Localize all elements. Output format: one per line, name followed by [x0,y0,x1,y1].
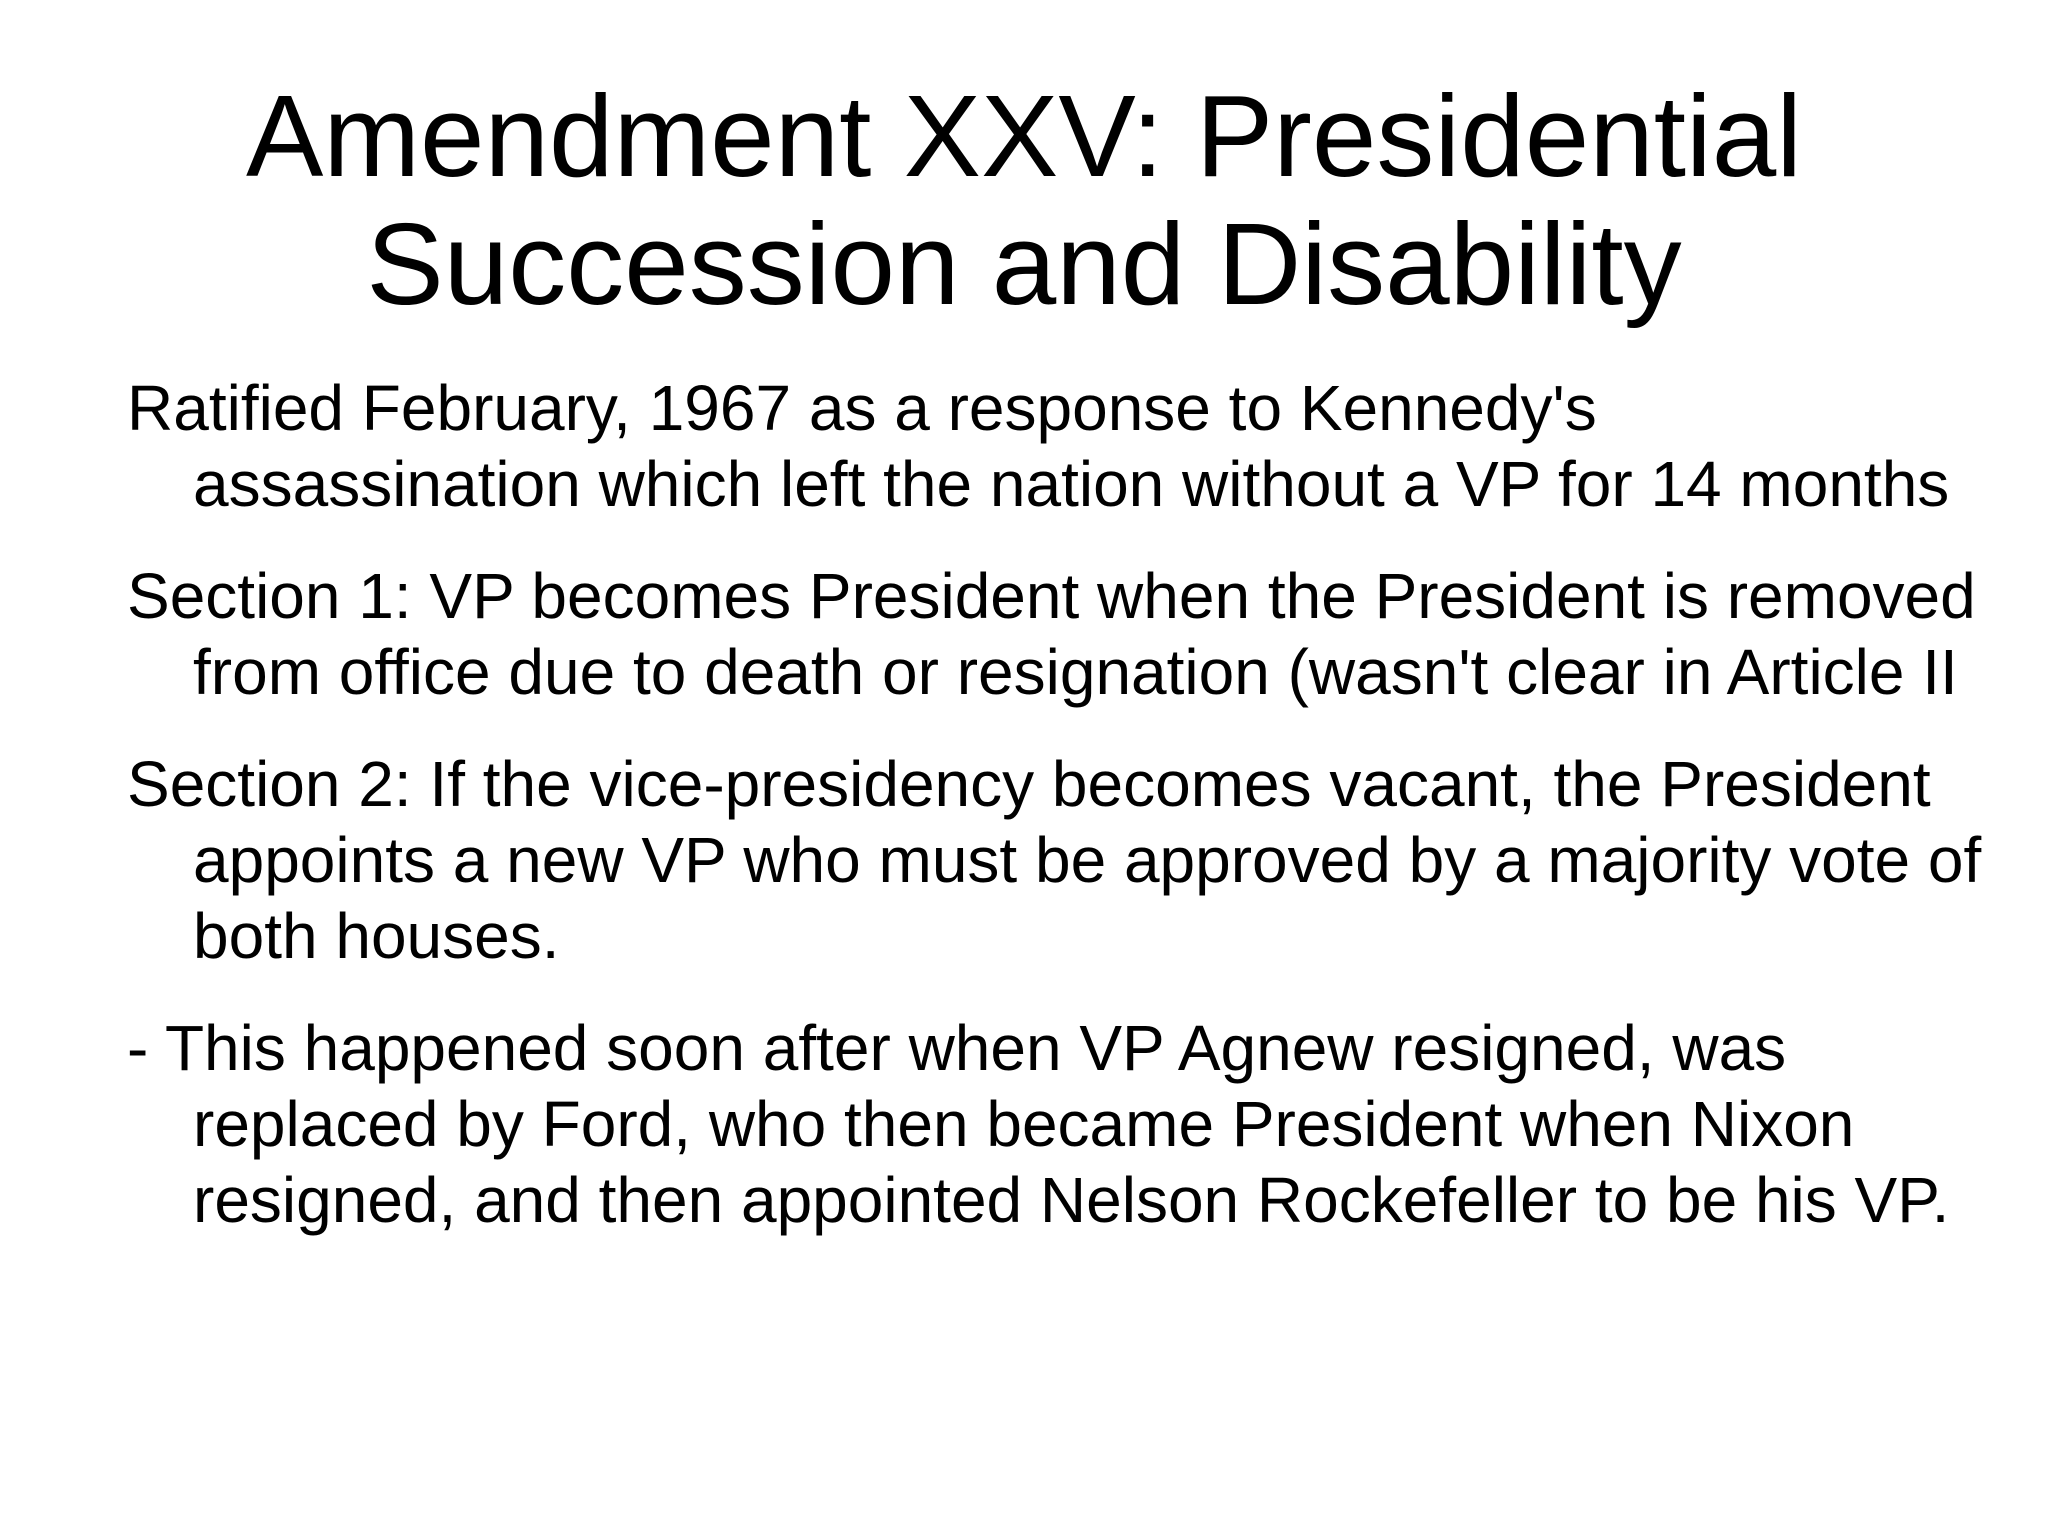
paragraph-ratification: Ratified February, 1967 as a response to Kennedy's assassination which left the nation without a VP for 14 months [127,372,1950,520]
paragraph-section-2: Section 2: If the vice-presidency becomes vacant, the President appoints a new VP who must be approved by a majority vote of both houses. [127,748,1982,972]
slide-body [127,370,1987,1274]
slide-title-line-2: Succession and Disability [366,199,1682,329]
slide-title-line-1: Amendment XXV: Presidential [245,71,1803,201]
paragraph-section-1: Section 1: VP becomes President when the President is removed from office due to death or resignation (wasn't clear in Article II [127,560,1976,708]
paragraph-example: - This happened soon after when VP Agnew resigned, was replaced by Ford, who then became President when Nixon resigned, and then appointed Nelson Rockefeller to be his VP. [127,1012,1950,1236]
slide-title [0,72,2048,328]
